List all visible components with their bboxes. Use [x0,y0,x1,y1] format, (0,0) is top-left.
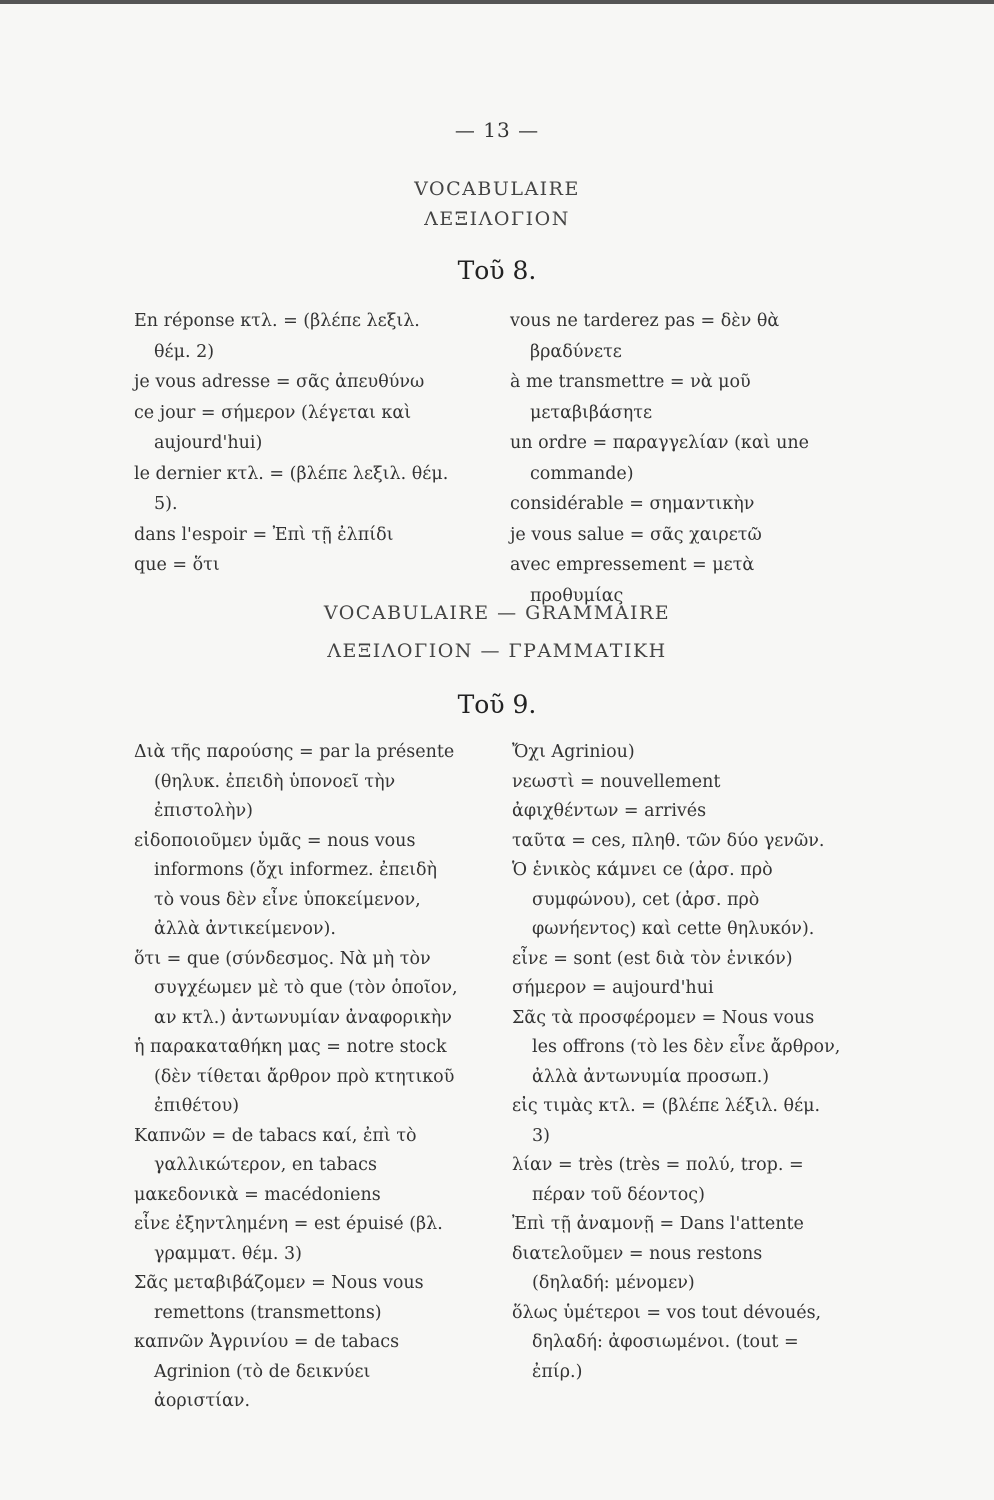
section8-right-column [510,306,835,611]
list-item: vous ne tarderez pas = δὲν θὰ βραδύνετε [510,311,780,362]
section9-title: Τοῦ 9. [457,690,537,719]
list-item: un ordre = παραγγελίαν (καὶ une commande) [510,433,810,484]
list-item: considérable = σημαντικὴν [510,494,755,514]
list-item: διατελοῦμεν = nous restons (δηλαδή: μένομεν) [512,1243,763,1293]
list-item: ὅτι = que (σύνδεσμος. Νὰ μὴ τὸν συγχέωμεν μὲ τὸ que (τὸν ὁποῖον, αν κτλ.) ἀντωνυμίαν ἀναφορικὴν [134,948,458,1028]
list-item: ὅλως ὑμέτεροι = vos tout dévoués, δηλαδή: ἀφοσιωμένοι. (tout = ἐπίρ.) [512,1302,822,1382]
page-number: — 13 — [454,118,540,142]
list-item: εἶνε = sont (est διὰ τὸν ἑνικόν) [512,948,793,969]
list-item: ἡ παρακαταθήκη μας = notre stock (δὲν τίθεται ἄρθρον πρὸ κτητικοῦ ἐπιθέτου) [134,1037,455,1116]
section9-right-column [512,738,842,1387]
list-item: à me transmettre = νὰ μοῦ μεταβιβάσητε [510,372,751,423]
list-item: je vous adresse = σᾶς ἀπευθύνω [134,372,425,392]
section8-left-column [134,306,454,581]
page-top-rule [0,0,994,4]
list-item: ἀφιχθέντων = arrivés [512,801,707,821]
list-item: εἶνε ἐξηντλημένη = est épuisé (βλ. γραμματ. θέμ. 3) [134,1214,443,1264]
list-item: Ἐπὶ τῇ ἀναμονῇ = Dans l'attente [512,1214,804,1234]
list-item: dans l'espoir = Ἐπὶ τῇ ἐλπίδι [134,524,394,545]
section9-left-column [134,738,459,1417]
list-item: ταῦτα = ces, πληθ. τῶν δύο γενῶν. [512,830,825,851]
list-item: εἰδοποιοῦμεν ὑμᾶς = nous vous informons (ὄχι informez. ἐπειδὴ τὸ vous δὲν εἶνε ὑποκείμενον, ἀλλὰ ἀντικείμενον). [134,830,437,939]
list-item: Σᾶς μεταβιβάζομεν = Nous vous remettons (transmettons) [134,1273,424,1323]
list-item: que = ὅτι [134,555,220,575]
list-item: λίαν = très (très = πολύ, trop. = πέραν τοῦ δέοντος) [512,1155,804,1205]
list-item: μακεδονικὰ = macédoniens [134,1184,381,1205]
list-item: je vous salue = σᾶς χαιρετῶ [510,524,762,545]
list-item: Ὄχι Agriniou) [512,742,635,762]
list-item: Σᾶς τὰ προσφέρομεν = Nous vous les offrons (τὸ les δὲν εἶνε ἄρθρον, ἀλλὰ ἀντωνυμία προσωπ.) [512,1007,841,1087]
list-item: avec empressement = μετὰ προθυμίας [510,555,755,606]
list-item: σήμερον = aujourd'hui [512,978,714,998]
list-item: ce jour = σήμερον (λέγεται καὶ aujourd'hui) [134,402,412,453]
list-item: Καπνῶν = de tabacs καί, ἐπὶ τὸ γαλλικώτερον, en tabacs [134,1125,417,1175]
section9-heading-greek: ΛΕΞΙΛΟΓΙΟΝ — ΓΡΑΜΜΑΤΙΚΗ [327,640,667,662]
list-item: νεωστὶ = nouvellement [512,771,721,792]
list-item: Ὁ ἑνικὸς κάμνει ce (ἀρσ. πρὸ συμφώνου), cet (ἀρσ. πρὸ φωνήεντος) καὶ cette θηλυκόν). [512,860,815,939]
section8-heading-greek: ΛΕΞΙΛΟΓΙΟΝ [424,208,570,230]
list-item: le dernier κτλ. = (βλέπε λεξιλ. θέμ. 5). [134,463,449,514]
list-item: En réponse κτλ. = (βλέπε λεξιλ. θέμ. 2) [134,311,420,362]
section8-title: Τοῦ 8. [457,256,537,285]
list-item: καπνῶν Ἀγρινίου = de tabacs Agrinion (τὸ de δεικνύει ἀοριστίαν. [134,1332,400,1411]
list-item: εἰς τιμὰς κτλ. = (βλέπε λέξιλ. θέμ. 3) [512,1096,821,1146]
section8-heading-french: VOCABULAIRE [414,178,580,200]
list-item: Διὰ τῆς παρούσης = par la présente (θηλυκ. ἐπειδὴ ὑπονοεῖ τὴν ἐπιστολὴν) [134,742,455,821]
section9-heading-french: VOCABULAIRE — GRAMMAIRE [323,602,671,624]
